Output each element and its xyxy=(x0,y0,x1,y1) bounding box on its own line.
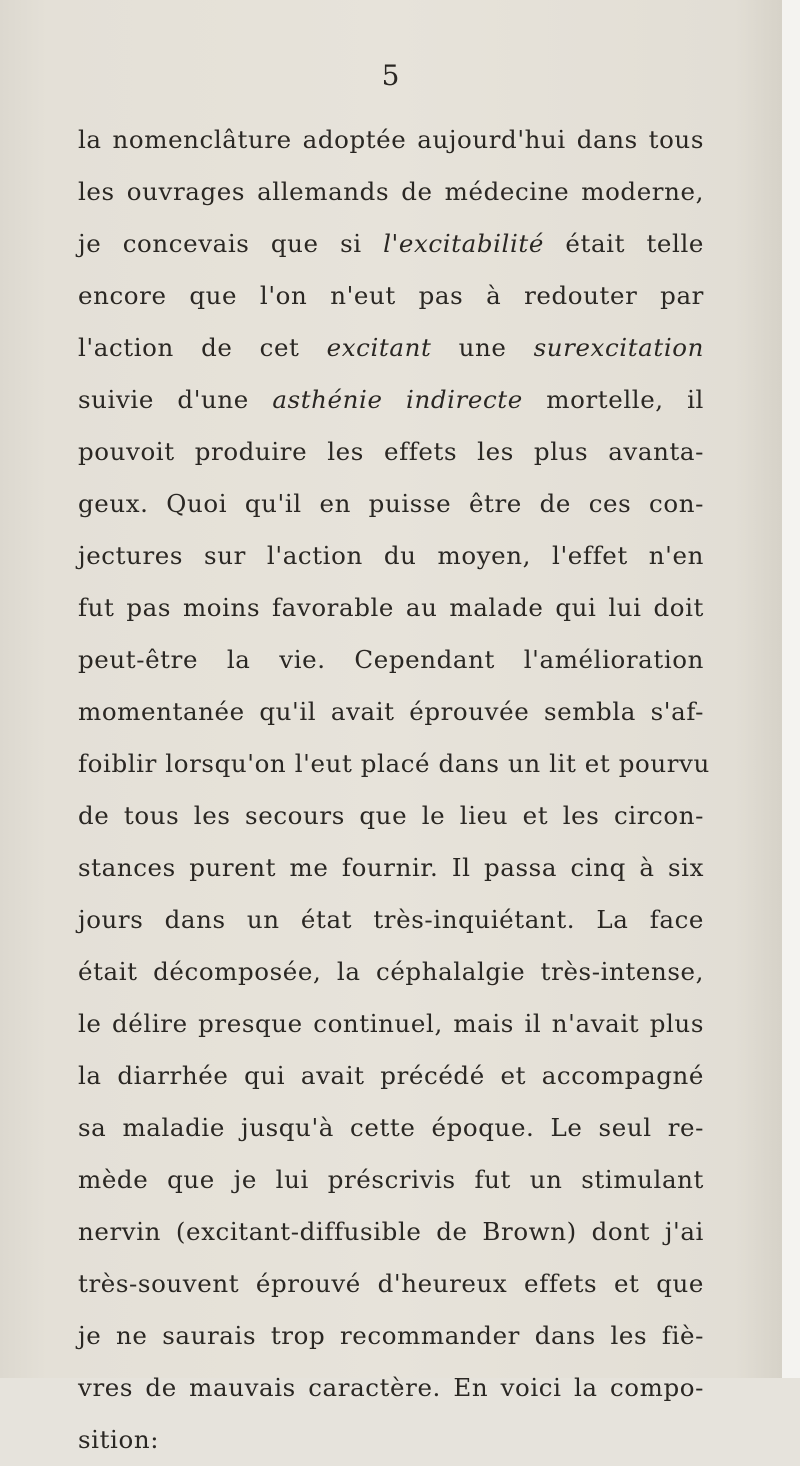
text-line-4: encore que l'on n'eut pas à redouter par xyxy=(78,281,704,310)
text-line-22: nervin (excitant-diffusible de Brown) dont j'ai xyxy=(78,1217,704,1246)
text-line-5: l'action de cet excitant une surexcitation xyxy=(78,333,704,362)
text-line-3: je concevais que si l'excitabilité était telle xyxy=(78,229,704,258)
text-line-23: très-souvent éprouvé d'heureux effets et que xyxy=(78,1269,704,1298)
text-line-13: foiblir lorsqu'on l'eut placé dans un lit et pourvu xyxy=(78,749,710,778)
italic-term: excitant xyxy=(326,333,432,362)
text-line-16: jours dans un état très-inquiétant. La face xyxy=(78,905,704,934)
text-line-6: suivie d'une asthénie indirecte mortelle, il xyxy=(78,385,704,414)
text-line-20: sa maladie jusqu'à cette époque. Le seul re- xyxy=(78,1113,704,1142)
text-line-9: jectures sur l'action du moyen, l'effet n'en xyxy=(78,541,704,570)
text-line-26: sition: xyxy=(78,1425,160,1454)
italic-term: asthénie indirecte xyxy=(272,385,523,414)
italic-term: surexcitation xyxy=(533,333,704,362)
text-line-24: je ne saurais trop recommander dans les fiè- xyxy=(78,1321,704,1350)
text-line-18: le délire presque continuel, mais il n'avait plus xyxy=(78,1009,704,1038)
text-line-2: les ouvrages allemands de médecine moderne, xyxy=(78,177,704,206)
text-line-21: mède que je lui préscrivis fut un stimulant xyxy=(78,1165,704,1194)
page-edge-margin xyxy=(782,0,800,1378)
page-number: 5 xyxy=(381,59,401,92)
text-line-25: vres de mauvais caractère. En voici la compo- xyxy=(78,1373,704,1402)
text-line-15: stances purent me fournir. Il passa cinq à six xyxy=(78,853,704,882)
text-line-11: peut-être la vie. Cependant l'amélioration xyxy=(78,645,704,674)
text-line-12: momentanée qu'il avait éprouvée sembla s'af- xyxy=(78,697,704,726)
text-line-1: la nomenclâture adoptée aujourd'hui dans tous xyxy=(78,125,704,154)
text-line-7: pouvoit produire les effets les plus avanta- xyxy=(78,437,704,466)
text-line-10: fut pas moins favorable au malade qui lui doit xyxy=(78,593,704,622)
text-line-14: de tous les secours que le lieu et les circon- xyxy=(78,801,704,830)
body-text xyxy=(78,114,710,1466)
text-line-19: la diarrhée qui avait précédé et accompagné xyxy=(78,1061,704,1090)
text-line-8: geux. Quoi qu'il en puisse être de ces con- xyxy=(78,489,704,518)
text-line-17: était décomposée, la céphalalgie très-intense, xyxy=(78,957,704,986)
italic-term: l'excitabilité xyxy=(383,229,544,258)
